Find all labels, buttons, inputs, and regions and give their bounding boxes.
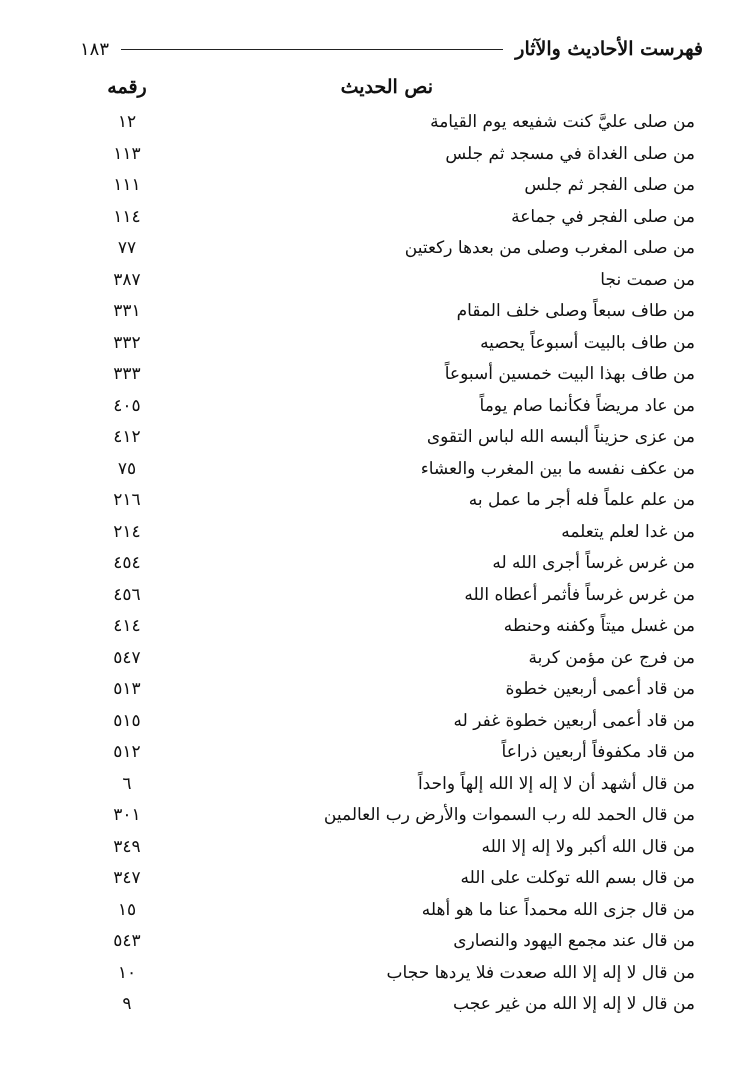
- hadith-number: ٤٥٦: [113, 584, 141, 605]
- hadith-number: ٤٠٥: [113, 395, 141, 416]
- index-row: [90, 424, 695, 456]
- hadith-number: ٣٣٣: [113, 364, 141, 384]
- hadith-number: ٣٣١: [113, 301, 141, 321]
- hadith-number: ١٥: [117, 899, 137, 920]
- index-row: [90, 771, 695, 803]
- hadith-text: من قاد أعمى أربعين خطوة غفر له: [453, 710, 695, 731]
- hadith-text: من طاف بالبيت أسبوعاً يحصيه: [480, 332, 695, 353]
- hadith-text: من غسل ميتاً وكفنه وحنطه: [503, 616, 695, 636]
- hadith-text: من عزى حزيناً ألبسه الله لباس التقوى: [426, 427, 695, 447]
- index-row: [90, 267, 695, 299]
- index-row: [90, 676, 695, 708]
- hadith-text: من قاد أعمى أربعين خطوة: [505, 679, 695, 699]
- index-row: [90, 456, 695, 488]
- hadith-number: ٧٥: [117, 458, 137, 479]
- hadith-number: ١١١: [113, 175, 141, 195]
- index-list: [90, 109, 695, 1023]
- hadith-number: ٣٣٢: [113, 332, 141, 353]
- index-row: [90, 235, 695, 267]
- index-row: [90, 550, 695, 582]
- index-row: [90, 645, 695, 677]
- hadith-text: من قال بسم الله توكلت على الله: [460, 868, 695, 888]
- index-row: [90, 204, 695, 236]
- hadith-number: ١٢: [117, 112, 137, 132]
- index-row: [90, 582, 695, 614]
- hadith-text: من فرج عن مؤمن كربة: [528, 647, 695, 668]
- hadith-number: ٢١٦: [113, 490, 141, 510]
- hadith-number: ٦: [122, 773, 132, 794]
- hadith-number: ٥٤٣: [113, 931, 141, 951]
- column-headers: [90, 76, 703, 106]
- hadith-number: ٤٥٤: [113, 553, 141, 573]
- column-header-text: نص الحديث: [340, 76, 433, 98]
- hadith-text: من قال جزى الله محمداً عنا ما هو أهله: [421, 899, 695, 920]
- index-row: [90, 393, 695, 425]
- hadith-text: من صلى المغرب وصلى من بعدها ركعتين: [404, 238, 695, 258]
- index-row: [90, 487, 695, 519]
- hadith-text: من صلى الفجر في جماعة: [511, 206, 695, 227]
- index-row: [90, 613, 695, 645]
- index-row: [90, 708, 695, 740]
- hadith-text: من صلى عليَّ كنت شفيعه يوم القيامة: [430, 112, 695, 132]
- index-row: [90, 834, 695, 866]
- hadith-text: من صلى الفجر ثم جلس: [524, 175, 695, 195]
- hadith-text: من قال لا إله إلا الله من غير عجب: [453, 994, 695, 1014]
- hadith-text: من قال لا إله إلا الله صعدت فلا يردها حجاب: [386, 962, 695, 983]
- hadith-text: من عكف نفسه ما بين المغرب والعشاء: [420, 458, 695, 479]
- hadith-number: ٩: [122, 994, 132, 1014]
- index-row: [90, 172, 695, 204]
- index-row: [90, 897, 695, 929]
- hadith-text: من صلى الغداة في مسجد ثم جلس: [445, 143, 695, 164]
- hadith-text: من طاف سبعاً وصلى خلف المقام: [456, 301, 695, 321]
- hadith-number: ١١٣: [113, 143, 141, 164]
- hadith-number: ٢١٤: [113, 521, 141, 542]
- index-row: [90, 865, 695, 897]
- hadith-number: ٣٨٧: [113, 269, 141, 290]
- column-header-number: رقمه: [107, 76, 147, 98]
- hadith-number: ٣٤٧: [113, 868, 141, 888]
- header-rule: [121, 49, 503, 50]
- index-row: [90, 802, 695, 834]
- hadith-number: ٤١٢: [113, 427, 141, 447]
- index-row: [90, 991, 695, 1023]
- index-row: [90, 739, 695, 771]
- index-row: [90, 141, 695, 173]
- header-title: فهرست الأحاديث والآثار: [515, 38, 703, 60]
- hadith-number: ٤١٤: [113, 616, 141, 636]
- running-header: [80, 34, 703, 64]
- hadith-text: من قال أشهد أن لا إله إلا الله إلهاً واحداً: [417, 773, 695, 794]
- index-row: [90, 298, 695, 330]
- hadith-number: ١١٤: [113, 206, 141, 227]
- hadith-number: ٥٤٧: [113, 647, 141, 668]
- hadith-number: ٥١٢: [113, 742, 141, 762]
- index-row: [90, 519, 695, 551]
- hadith-text: من غرس غرساً أجرى الله له: [492, 553, 695, 573]
- hadith-text: من طاف بهذا البيت خمسين أسبوعاً: [444, 364, 695, 384]
- hadith-text: من غدا لعلم يتعلمه: [561, 521, 695, 542]
- hadith-text: من غرس غرساً فأثمر أعطاه الله: [464, 584, 695, 605]
- hadith-text: من عاد مريضاً فكأنما صام يوماً: [479, 395, 695, 416]
- hadith-number: ٣٠١: [113, 805, 141, 825]
- hadith-number: ٥١٣: [113, 679, 141, 699]
- hadith-number: ٧٧: [117, 238, 137, 258]
- index-row: [90, 361, 695, 393]
- page-number: ١٨٣: [80, 38, 110, 60]
- hadith-text: من صمت نجا: [600, 269, 695, 290]
- index-row: [90, 928, 695, 960]
- hadith-text: من قاد مكفوفاً أربعين ذراعاً: [501, 742, 695, 762]
- hadith-text: من قال الله أكبر ولا إله إلا الله: [481, 836, 695, 857]
- index-row: [90, 109, 695, 141]
- hadith-number: ٣٤٩: [113, 836, 141, 857]
- hadith-text: من قال عند مجمع اليهود والنصارى: [453, 931, 695, 951]
- index-row: [90, 330, 695, 362]
- hadith-text: من قال الحمد لله رب السموات والأرض رب العالمين: [323, 805, 695, 825]
- hadith-text: من علم علماً فله أجر ما عمل به: [468, 490, 695, 510]
- hadith-number: ١٠: [117, 962, 137, 983]
- hadith-number: ٥١٥: [113, 710, 141, 731]
- index-row: [90, 960, 695, 992]
